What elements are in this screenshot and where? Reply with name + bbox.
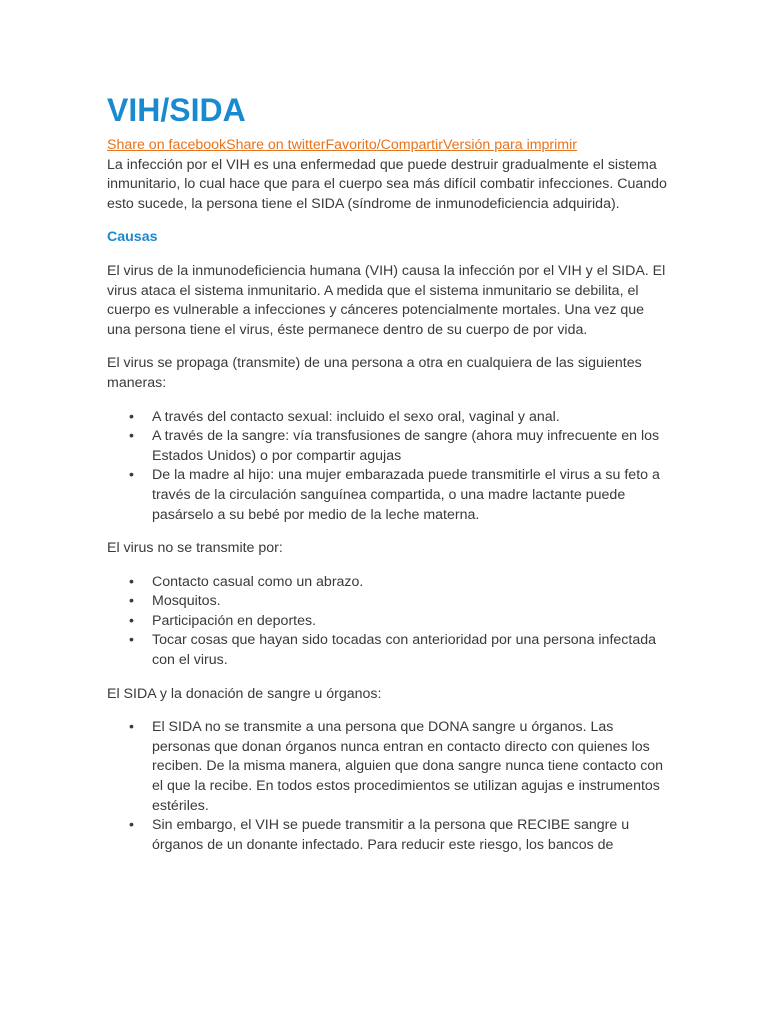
article xyxy=(107,88,667,855)
causes-paragraph: El virus de la inmunodeficiencia humana (VIH) causa la infección por el VIH y el SIDA. El virus ataca el sistema inmunitario. A medida que el sistema inmunitario se debilita, el cuerpo es vulnerable a infecciones y cánceres potencialmente mortales. Una vez que una persona tiene el virus, éste permanece dentro de su cuerpo de por vida. xyxy=(107,262,666,338)
list-item: • Sin embargo, el VIH se puede transmitir a la persona que RECIBE sangre u órganos de un donante infectado. Para reducir este riesgo, los bancos de xyxy=(152,816,667,855)
not-spread-list xyxy=(107,573,667,671)
list-item: • Mosquitos. xyxy=(152,592,667,612)
list-item: • Participación en deportes. xyxy=(152,612,667,632)
list-item: • A través del contacto sexual: incluido el sexo oral, vaginal y anal. xyxy=(152,408,667,428)
donation-intro-paragraph: El SIDA y la donación de sangre u órganos: xyxy=(107,685,382,702)
list-item: • A través de la sangre: vía transfusiones de sangre (ahora muy infrecuente en los Estados Unidos) o por compartir agujas xyxy=(152,427,667,466)
share-twitter-link[interactable]: Share on twitter xyxy=(226,137,326,153)
intro-paragraph: La infección por el VIH es una enfermedad que puede destruir gradualmente el sistema inmunitario, lo cual hace que para el cuerpo sea más difícil combatir infecciones. Cuando esto sucede, la persona tiene el SIDA (síndrome de inmunodeficiencia adquirida). xyxy=(107,156,667,212)
spread-intro-paragraph: El virus se propaga (transmite) de una persona a otra en cualquiera de las siguientes maneras: xyxy=(107,355,642,391)
favorite-share-link[interactable]: Favorito/Compartir xyxy=(325,137,443,153)
list-item: • El SIDA no se transmite a una persona que DONA sangre u órganos. Las personas que donan órganos nunca entran en contacto directo con quienes los reciben. De la misma manera, alguien que dona sangre nunca tiene contacto con el que la recibe. En todos estos procedimientos se utilizan agujas e instrumentos estériles. xyxy=(152,718,667,816)
print-version-link[interactable]: Versión para imprimir xyxy=(442,137,578,153)
donation-list xyxy=(107,718,667,855)
list-item: • Tocar cosas que hayan sido tocadas con anterioridad por una persona infectada con el virus. xyxy=(152,631,667,670)
page-title: VIH/SIDA xyxy=(107,92,246,128)
share-links xyxy=(107,136,667,156)
list-item: • De la madre al hijo: una mujer embarazada puede transmitirle el virus a su feto a través de la circulación sanguínea compartida, o una madre lactante puede pasárselo a su bebé por medio de la leche materna. xyxy=(152,466,667,525)
list-item: • Contacto casual como un abrazo. xyxy=(152,573,667,593)
share-facebook-link[interactable]: Share on facebook xyxy=(107,137,227,153)
spread-list xyxy=(107,408,667,526)
not-spread-intro-paragraph: El virus no se transmite por: xyxy=(107,540,283,557)
section-heading-causas: Causas xyxy=(107,229,158,246)
